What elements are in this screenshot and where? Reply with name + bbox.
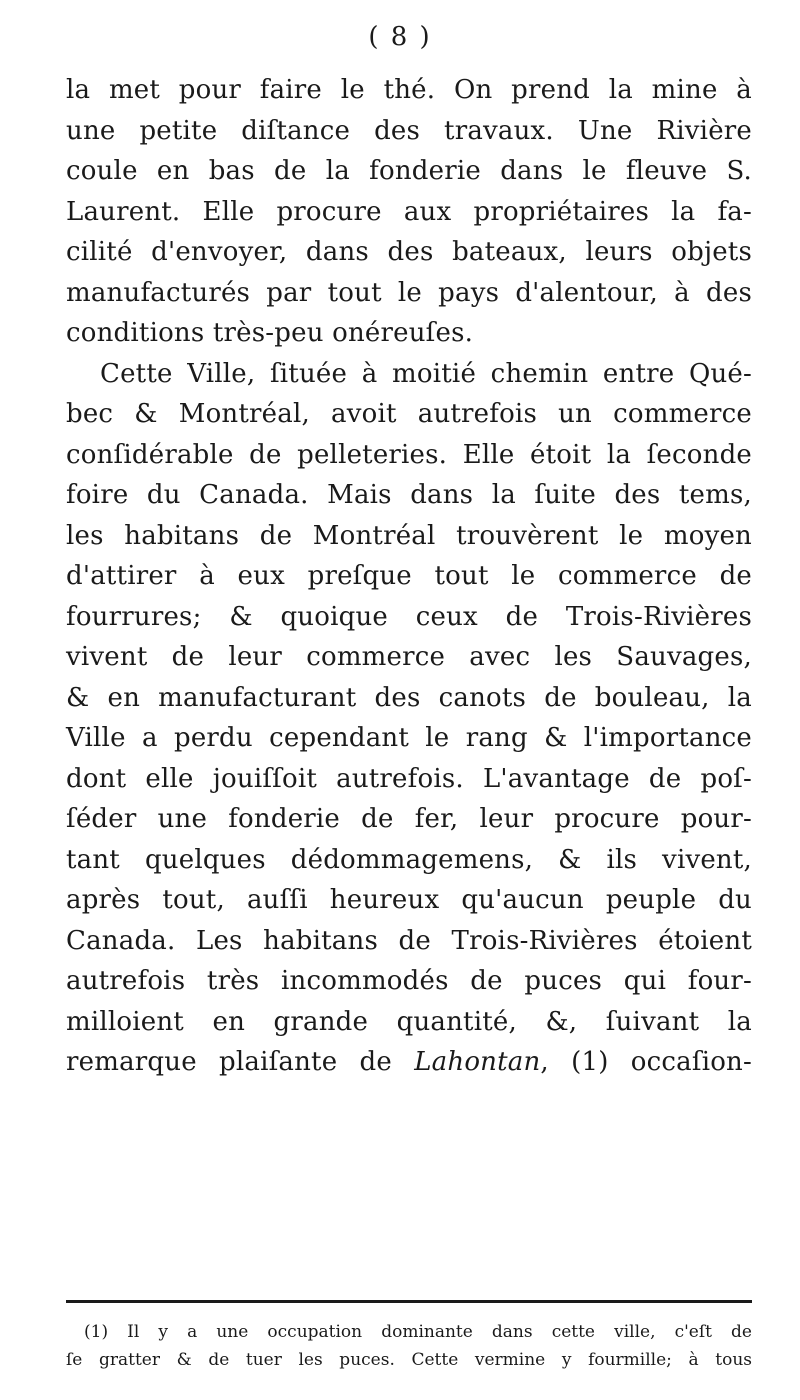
author-name: Lahontan (414, 1047, 541, 1077)
text-line: fourrures; & quoique ceux de Trois-Rivières (66, 601, 752, 632)
text-line: cilité d'envoyer, dans des bateaux, leurs objets (66, 237, 752, 267)
text-line: Laurent. Elle procure aux propriétaires la fa- (66, 196, 752, 227)
footnote-line: (1) Il y a une occupation dominante dans cette ville, c'eſt de (84, 1322, 752, 1342)
text-line: conſidérable de pelleteries. Elle étoit la ſeconde (66, 439, 752, 470)
text-line: coule en bas de la fonderie dans le fleuve S. (66, 156, 752, 186)
text-line: bec & Montréal, avoit autrefois un commerce (66, 399, 752, 429)
footnotes (66, 1318, 752, 1374)
text-line: vivent de leur commerce avec les Sauvages, (66, 642, 752, 672)
text-line: la met pour faire le thé. On prend la mine à (66, 75, 752, 105)
text-line: tant quelques dédommagemens, & ils vivent, (66, 844, 752, 875)
text-line: d'attirer à eux preſque tout le commerce de (66, 561, 752, 591)
text-segment: remarque plaiſante de (66, 1047, 415, 1077)
text-line: conditions très-peu onéreuſes. (66, 318, 474, 348)
text-line: foire du Canada. Mais dans la ſuite des tems, (66, 480, 752, 510)
text-line: ſéder une fonderie de fer, leur procure pour- (66, 804, 752, 834)
text-line: manufacturés par tout le pays d'alentour, à des (66, 277, 752, 308)
footnote-line: ſe gratter & de tuer les puces. Cette vermine y fourmille; à tous (66, 1350, 752, 1370)
page-number: ( 8 ) (368, 22, 432, 52)
body-text (66, 70, 752, 1083)
text-line-footnote-ref (66, 1042, 752, 1083)
text-segment: , (1) occaſion- (540, 1047, 752, 1077)
text-line: autrefois très incommodés de puces qui four- (66, 966, 752, 996)
text-line: après tout, auſſi heureux qu'aucun peuple du (66, 885, 752, 915)
text-line: & en manufacturant des canots de bouleau, la (66, 682, 752, 713)
text-line: Canada. Les habitans de Trois-Rivières étoient (66, 925, 752, 956)
text-line: les habitans de Montréal trouvèrent le moyen (66, 520, 752, 551)
footnote-separator (66, 1300, 752, 1303)
text-line: une petite diſtance des travaux. Une Rivière (66, 115, 752, 146)
text-line: dont elle jouiſſoit autrefois. L'avantage de poſ- (66, 763, 752, 794)
text-line: Cette Ville, ſituée à moitié chemin entre Qué- (100, 358, 752, 389)
text-line: Ville a perdu cependant le rang & l'importance (66, 723, 752, 753)
text-line: milloient en grande quantité, &, ſuivant la (66, 1006, 752, 1037)
